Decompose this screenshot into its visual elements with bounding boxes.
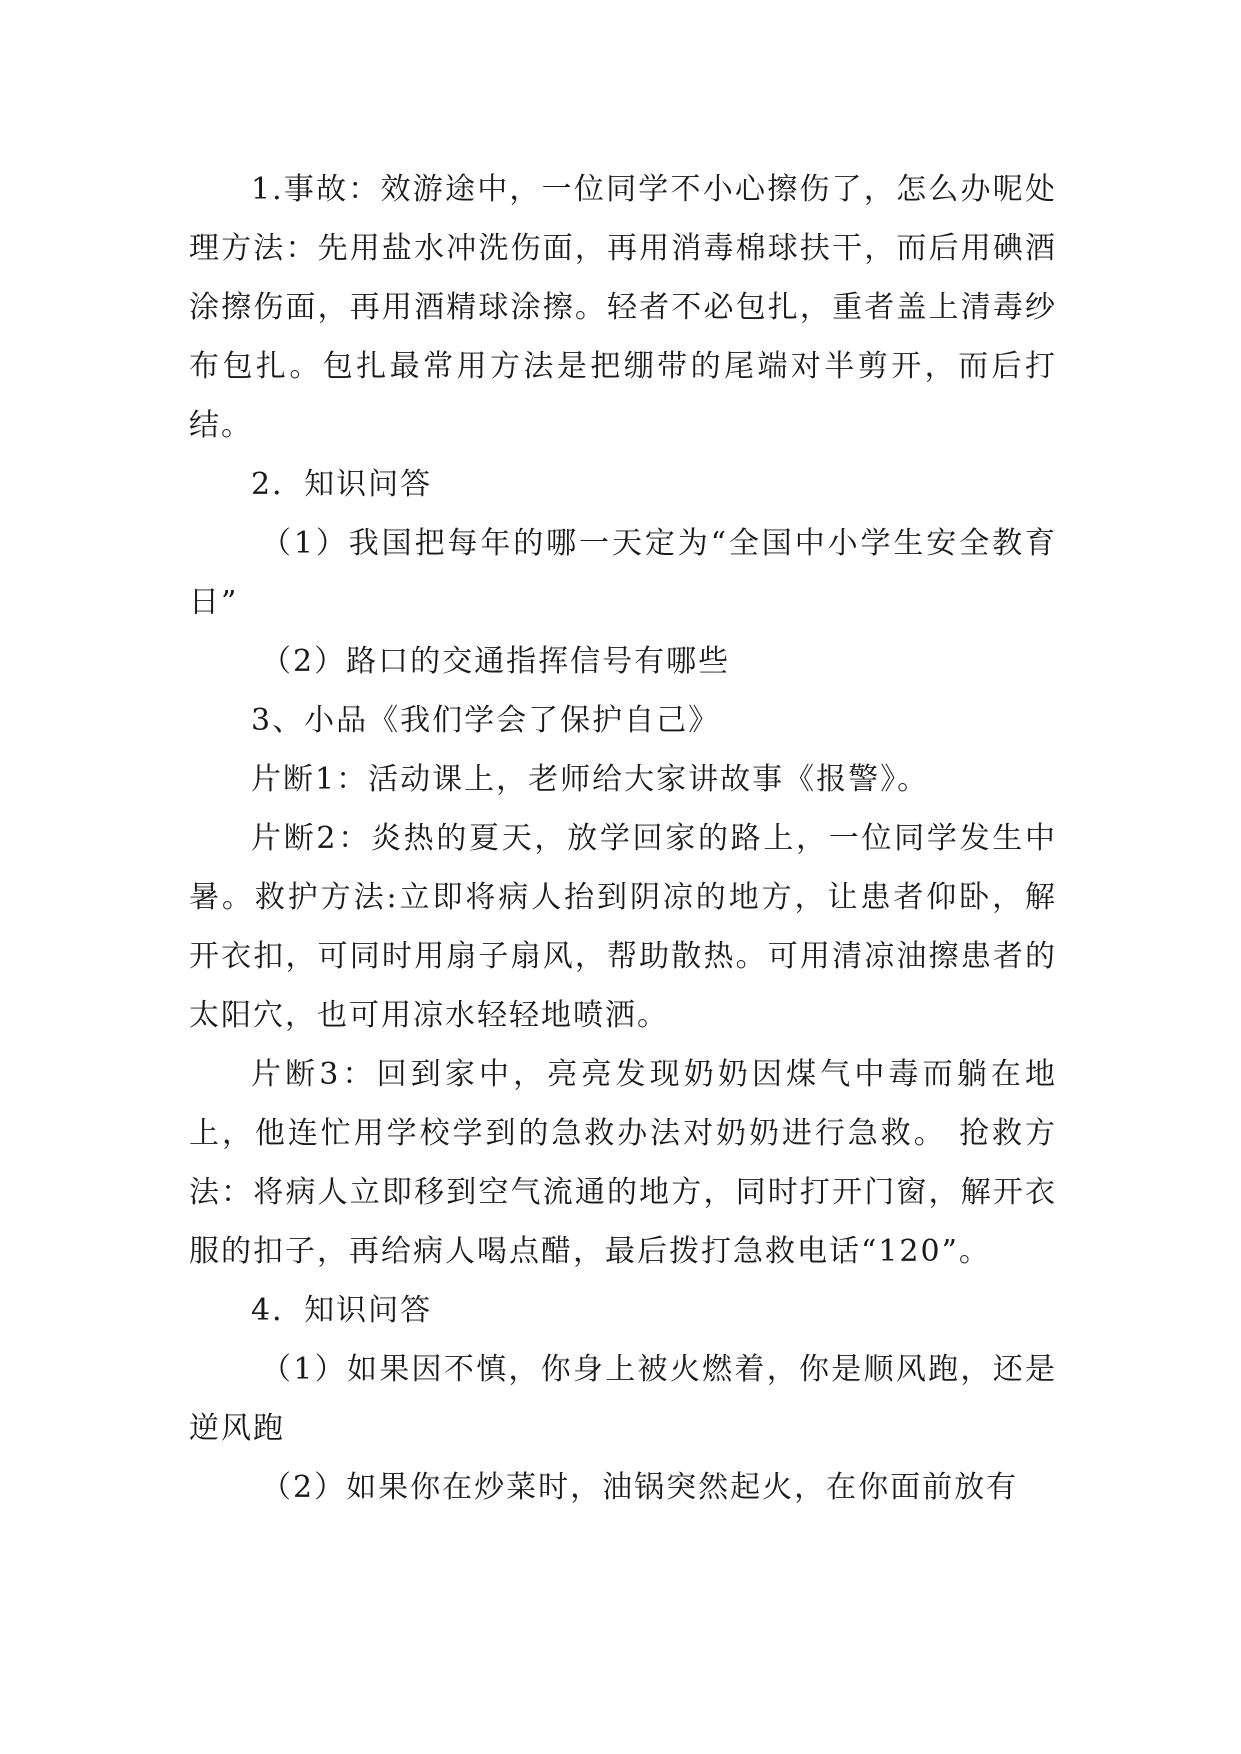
paragraph-segment-2: 片断2：炎热的夏天，放学回家的路上，一位同学发生中暑。救护方法:立即将病人抬到阴凉的地方，让患者仰卧，解开衣扣，可同时用扇子扇风，帮助散热。可用清凉油擦患者的太阳穴，也可用凉水轻轻地喷洒。 bbox=[189, 821, 1057, 1033]
paragraph-segment-3: 片断3：回到家中，亮亮发现奶奶因煤气中毒而躺在地上，他连忙用学校学到的急救办法对奶奶进行急救。 抢救方法：将病人立即移到空气流通的地方，同时打开门窗，解开衣服的扣子，再给病人喝点醋，最后拨打急救电话“120”。 bbox=[189, 1057, 1057, 1269]
paragraph-scrape-first-aid: 1.事故：效游途中，一位同学不小心擦伤了，怎么办呢处理方法：先用盐水冲洗伤面，再用消毒棉球扶干，而后用碘酒涂擦伤面，再用酒精球涂擦。轻者不必包扎，重者盖上清毒纱布包扎。包扎最常用方法是把绷带的尾端对半剪开，而后打结。 bbox=[189, 172, 1057, 443]
question-fire-on-body: （1）如果因不慎，你身上被火燃着，你是顺风跑，还是逆风跑 bbox=[189, 1352, 1057, 1446]
heading-knowledge-qa-2: 4．知识问答 bbox=[251, 1293, 433, 1328]
question-traffic-signals: （2）路口的交通指挥信号有哪些 bbox=[261, 644, 731, 679]
heading-knowledge-qa-1: 2．知识问答 bbox=[251, 467, 433, 502]
heading-skit: 3、小品《我们学会了保护自己》 bbox=[251, 703, 721, 738]
paragraph-segment-1: 片断1：活动课上，老师给大家讲故事《报警》。 bbox=[251, 762, 930, 797]
question-safety-education-day: （1）我国把每年的哪一天定为“全国中小学生安全教育日” bbox=[189, 526, 1057, 620]
document-body bbox=[189, 160, 1057, 1517]
question-oil-pan-fire: （2）如果你在炒菜时，油锅突然起火，在你面前放有 bbox=[261, 1470, 1019, 1505]
